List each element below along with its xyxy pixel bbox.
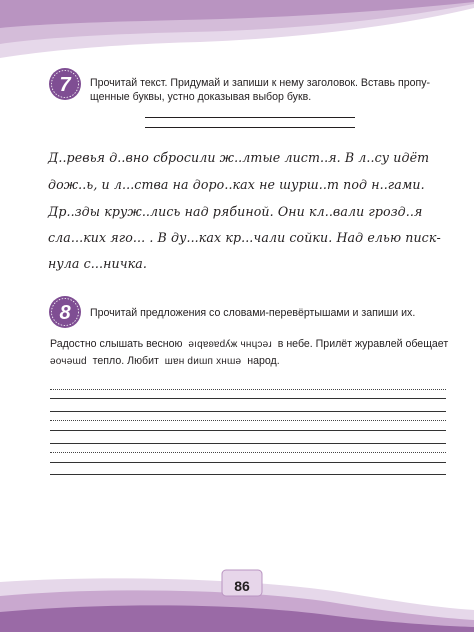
page-number: 86 (234, 578, 250, 594)
title-write-line-2[interactable] (145, 127, 355, 128)
task-7-number: 7 (59, 74, 71, 96)
cursive-line-1: Д..ревья д..вно сбросили ж..лтые лист..я. В л..су идёт (48, 150, 430, 165)
sentence-1-start: Радостно слышать весною (50, 338, 183, 350)
task-7-instruction-line1: Прочитай текст. Придумай и запиши к нему заголовок. Вставь пропу- (90, 77, 431, 89)
task-7-badge (48, 67, 82, 101)
task-7-instruction (90, 76, 465, 104)
sentence-line-1 (50, 336, 460, 353)
flipped-word-3: шɐн dиɯп хнɯǝ (164, 356, 242, 367)
writing-line-dotted-2[interactable] (50, 420, 446, 421)
sentence-1-end: в небе. Прилёт журавлей обещает (277, 338, 449, 350)
task-8-instruction: Прочитай предложения со словами-перевёртышами и запиши их. (90, 307, 416, 319)
cursive-line-5: нула с...ничка. (48, 256, 147, 271)
writing-line-solid-3[interactable] (50, 430, 446, 431)
writing-line-solid-5[interactable] (50, 462, 446, 463)
sentence-2-middle: тепло. Любит (92, 355, 159, 367)
task-8-badge (48, 295, 82, 329)
flipped-word-1: ǝıqɐʚɐdʎж чнɥɔǝɹ (188, 339, 272, 350)
flipped-word-2: ǝочǝɯd (50, 356, 87, 367)
writing-line-solid-1[interactable] (50, 398, 446, 399)
writing-line-dotted-3[interactable] (50, 452, 446, 453)
sentence-line-2 (50, 353, 460, 370)
cursive-line-3: Др..зды круж..лись над рябиной. Они кл..вали грозд..я (48, 204, 423, 219)
cursive-line-4: сла...ких яго... . В ду...ках кр...чали сойки. Над елью писк- (48, 230, 441, 245)
top-wave-decoration (0, 0, 474, 70)
task-7-instruction-line2: щенные буквы, устно доказывая выбор букв. (90, 91, 312, 103)
title-write-line-1[interactable] (145, 117, 355, 118)
writing-line-solid-6[interactable] (50, 474, 446, 475)
writing-line-dotted-1[interactable] (50, 389, 446, 390)
writing-line-solid-4[interactable] (50, 443, 446, 444)
cursive-line-2: дож..ь, и л...ства на доро..ках не шурш..т под н..гами. (48, 177, 425, 192)
writing-line-solid-2[interactable] (50, 411, 446, 412)
bottom-wave-decoration (0, 562, 474, 632)
sentence-2-end: народ. (247, 355, 280, 367)
sentence-paragraph (50, 336, 460, 370)
task-8-number: 8 (59, 302, 71, 324)
